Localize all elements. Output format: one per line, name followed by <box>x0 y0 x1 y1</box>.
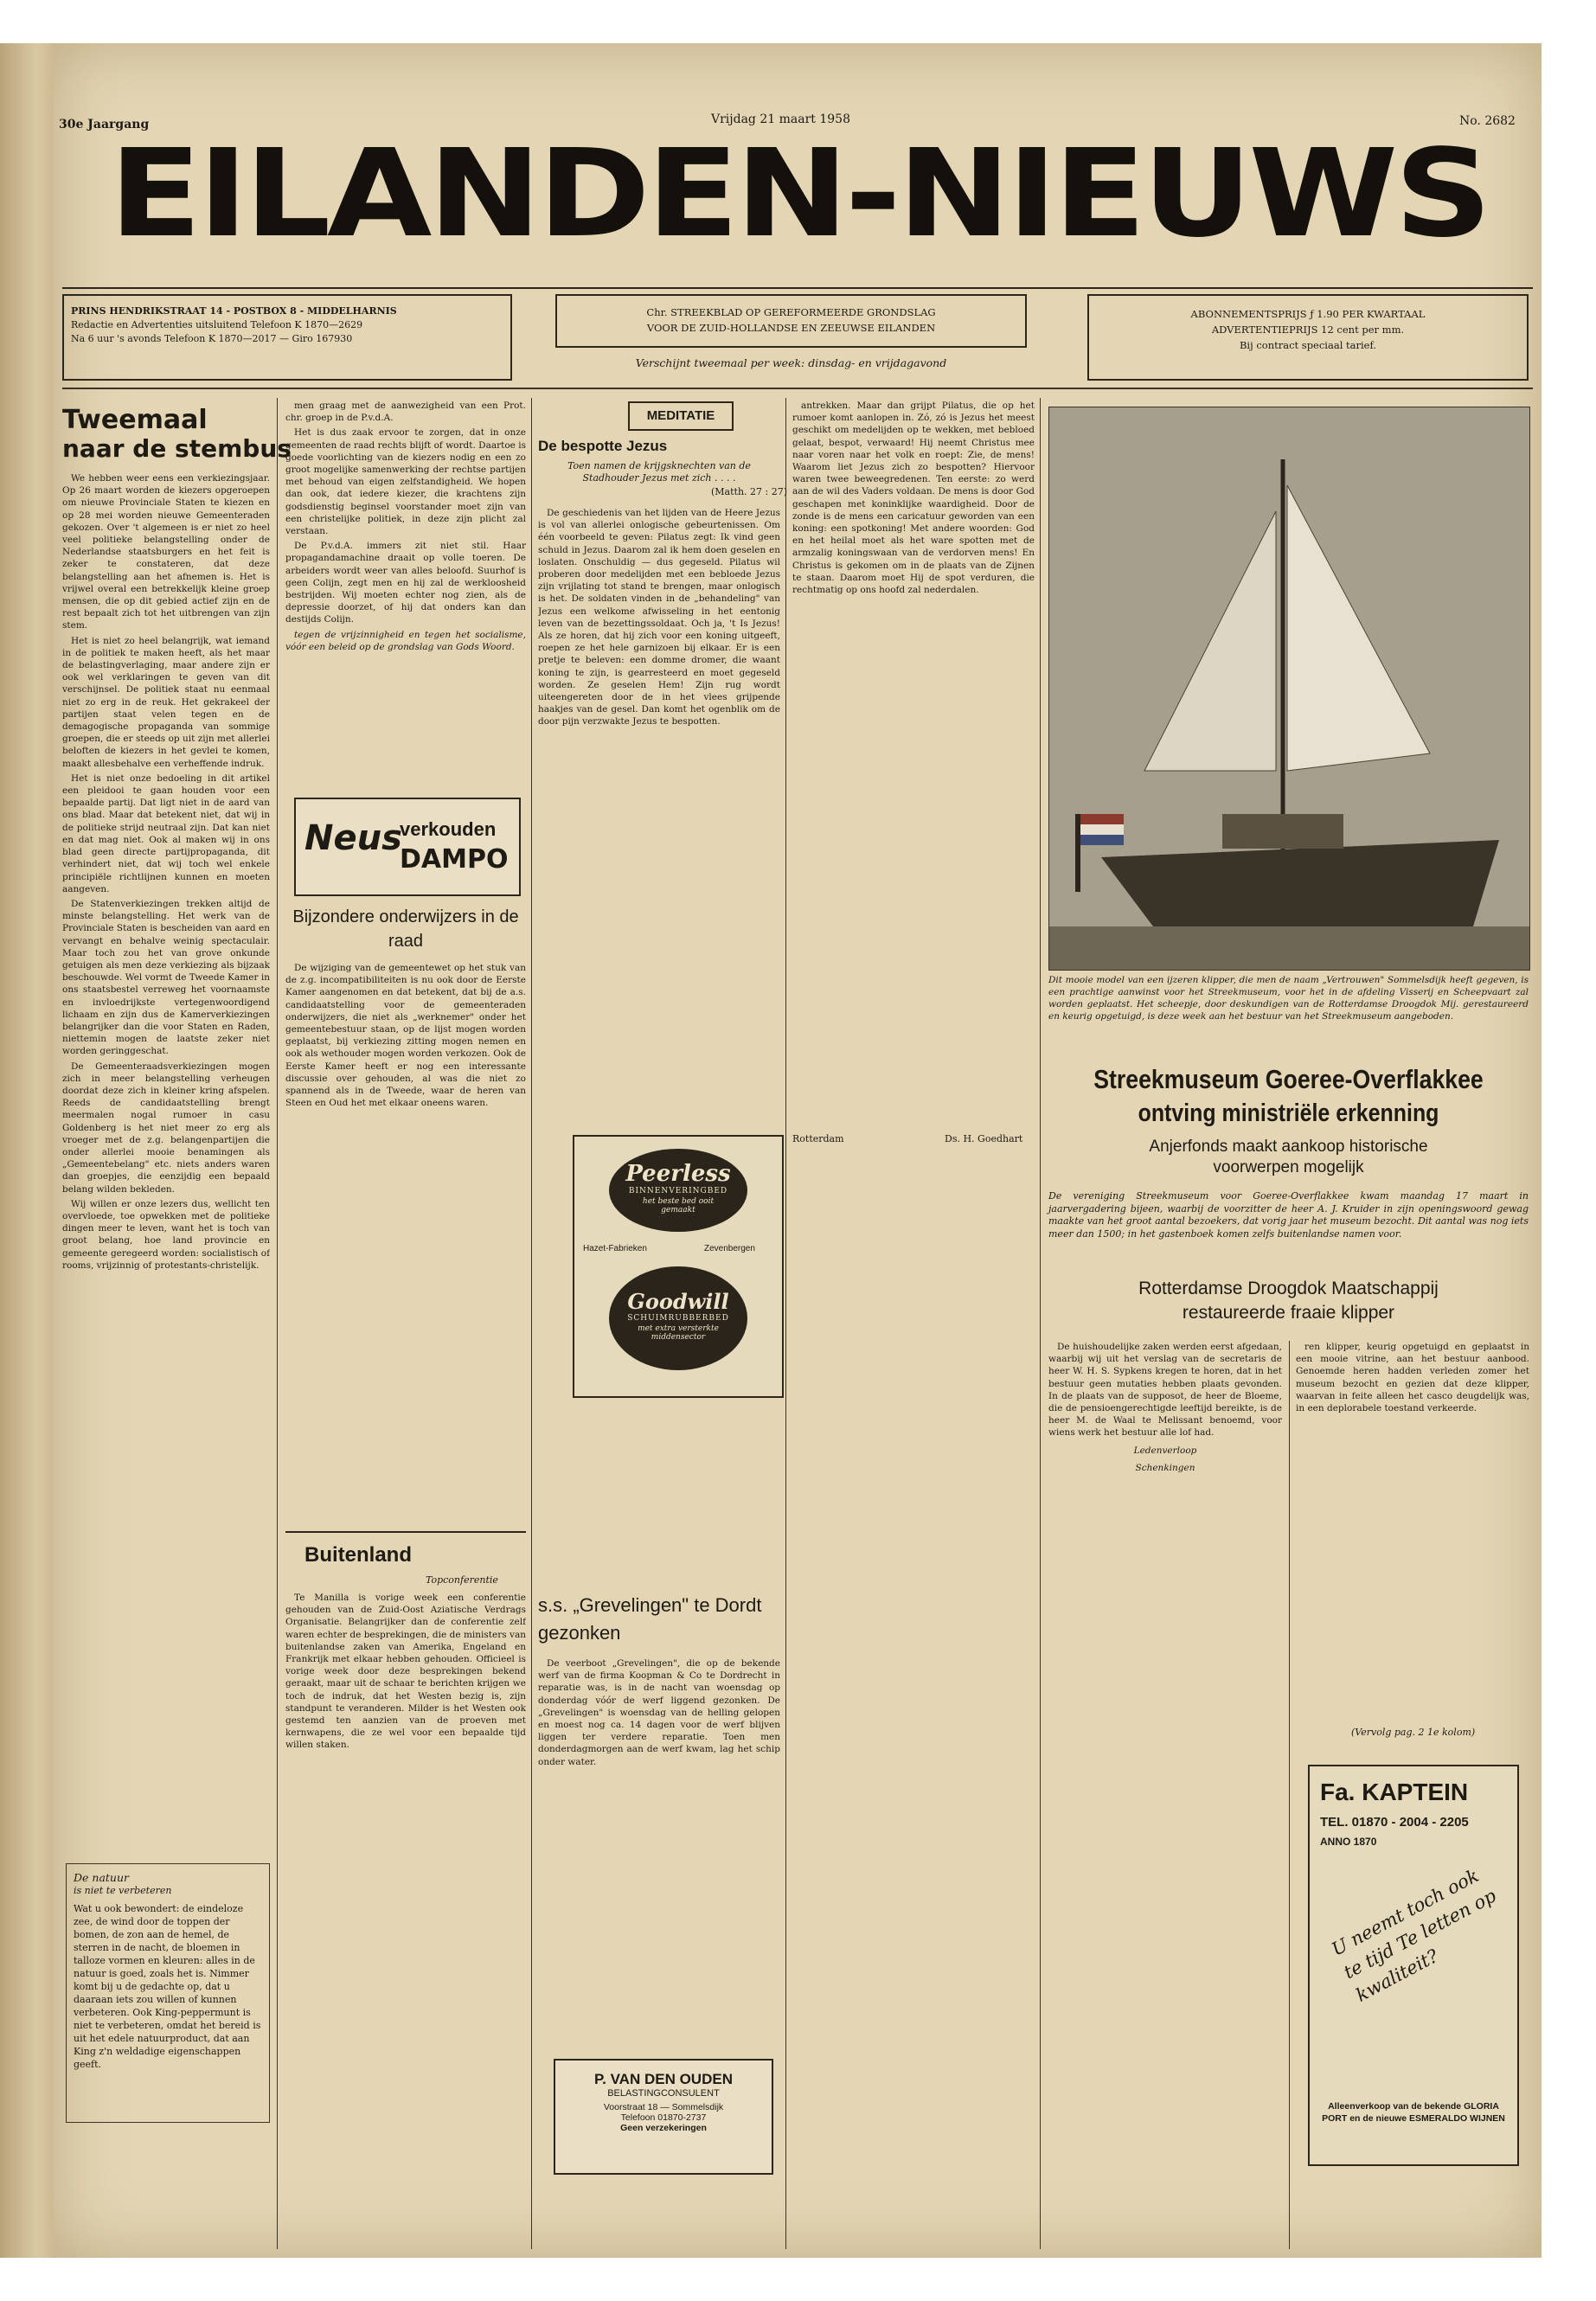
paragraph: De Statenverkiezingen trekken altijd de minste belangstelling. Het werk van de Provinciale Staten is bescheiden van aard en vervangt en behalve weinig spectaculair. Maar toch zou het van grove onkunde getuigen als men deze verkiezing als bijzaak beschouwde. Wel vormt de Tweede Kamer in ons staatsbestel verreweg het voornaamste en invloedrijkste vertegenwoordigend lichaam en zijn dus de Kamerverkiezingen belangrijker dan die voor Staten en Raden, niettemin mogen de laatste zeker niet worden geringgeschat. <box>62 898 270 1057</box>
ad-dampo-verkouden: verkouden <box>400 818 497 840</box>
ad-hazet: Hazet-Fabrieken <box>583 1244 647 1253</box>
newspaper-page <box>54 43 1542 2258</box>
frequency-note: Verschijnt tweemaal per week: dinsdag- en vrijdagavond <box>635 356 947 369</box>
photo-caption: Dit mooie model van een ijzeren klipper, die men de naam „Vertrouwen" Sommelsdijk heeft gegeven, is een prachtige aanwinst voor het Streekmuseum, voor het in de afdeling Visserij en Scheepvaart zal worden geplaatst. Het scheepje, door deskundigen van de Rotterdamse Droogdok Mij. gerestaureerd en keurig opgetuigd, is deze week aan het bestuur van het Streekmuseum aangeboden. <box>1048 975 1529 1022</box>
headline-museum-2: ontving ministriële erkenning <box>1138 1099 1439 1127</box>
ad-goodwill-brand: Goodwill <box>627 1289 729 1314</box>
ad-ouden-address: Voorstraat 18 — Sommelsdijk <box>603 2102 724 2112</box>
ship-cabin <box>1222 814 1343 849</box>
flag-pole <box>1075 814 1080 892</box>
article-buitenland <box>285 1592 526 2249</box>
paragraph: De geschiedenis van het lijden van de Heere Jezus is vol van allerlei onlogische gebeurtenissen. Om één voorbeeld te geven: Pilatus zegt: Ik vind geen schuld in Jezus. Daarom zal ik hem doen geselen en loslaten. Onschuldig — dus gegeseld. Pilatus wil proberen door medelijden met een bebloede Jezus zijn vrijlating tot stand te brengen, maar onlogisch is het. De soldaten vinden in de „behandeling" van Jezus een welkome afwisseling in het eentonig leven van de bezettingssoldaat. Och ja, 't Is Jezus! Als ze horen, dat hij zich voor een koning uitgeeft, roepen ze het hele garnizoen bij elkaar. Er is een pretje te beleven: een domme dromer, die waant koning te zijn, is gearresteerd en moet gegeseld worden. Ze geselen Hem! Zijn rug wordt uiteengereten door de in het vlees grijpende haakjes van de gesel. Dan komt het ogenblik om de door pijn verzwakte Jezus te bespotten. <box>538 508 780 727</box>
issue-date: Vrijdag 21 maart 1958 <box>711 112 850 126</box>
ad-goodwill-sub: SCHUIMRUBBERBED <box>627 1314 729 1323</box>
ad-king-subtitle: is niet te verbeteren <box>74 1885 172 1896</box>
flag-red <box>1080 814 1124 824</box>
article-tweemaal-continued <box>285 400 526 780</box>
ad-ouden-note: Geen verzekeringen <box>620 2123 707 2133</box>
paragraph: Te Manilla is vorige week een conferentie gehouden van de Zuid-Oost Aziatische Verdrags Organisatie. Belangrijker dan de conferentie zelf waren echter de besprekingen, die de ministers van buitenlandse zaken van Amerika, Engeland en Frankrijk met elkaar hebben gehouden. Officieel is vorige week door deze besprekingen bekend geraakt, maar uit de schaar te berichten krijgen we toch de indruk, dat het Westen bezig is, zijn standpunt te veranderen. Milder is het Westen ook gestemd ten aanzien van de proeven met kernwapens, die ze wel voor een bepaalde tijd willen staken. <box>285 1593 526 1751</box>
newspaper-binding-spine <box>0 43 61 2258</box>
buitenland-rule <box>285 1531 526 1533</box>
ad-ouden-title: BELASTINGCONSULENT <box>607 2088 720 2099</box>
tagline-box <box>555 294 1027 348</box>
issue-number: No. 2682 <box>1459 114 1516 128</box>
ad-peerless-badge <box>609 1149 747 1232</box>
ad-dampo-neus: Neus <box>304 818 402 858</box>
flag-blue <box>1080 835 1124 845</box>
ad-ouden-phone: Telefoon 01870-2737 <box>620 2112 707 2123</box>
subhead-schenkingen: Schenkingen <box>1135 1462 1195 1473</box>
advertising-price: ADVERTENTIEPRIJS 12 cent per mm. <box>1211 324 1405 336</box>
ad-peerless-brand: Peerless <box>625 1161 731 1187</box>
meditatie-reference: (Matth. 27 : 27) <box>711 486 788 497</box>
article-museum-col-b <box>1296 1341 1529 1721</box>
sub-museum-2: voorwerpen mogelijk <box>1213 1158 1364 1176</box>
ad-goodwill-tag: met extra versterkte middensector <box>638 1324 719 1342</box>
flag-white <box>1080 824 1124 835</box>
klipper-illustration <box>1049 407 1529 970</box>
paragraph: ren klipper, keurig opgetuigd en geplaatst in een mooie vitrine, aan het bestuur aanbood. Genoemde heren hadden verleden zomer het museum bezocht en gezien dat deze klipper, waarvan in feite alleen het casco deugdelijk was, in een deplorabele toestand verkeerde. <box>1296 1342 1529 1414</box>
column-rule-1 <box>277 398 278 2249</box>
ad-kaptein <box>1308 1765 1519 2166</box>
ad-dampo-brand: DAMPO <box>400 844 509 875</box>
paragraph: We hebben weer eens een verkiezingsjaar. Op 26 maart worden de kiezers opgeroepen om nieuwe Provinciale Staten te kiezen en op 28 mei worden nieuwe Gemeenteraden gekozen. Over 't algemeen is er niet zo heel veel politieke belangstelling onder de Nederlandse staatsburgers en het feit is zeker te constateren, dat deze belangstelling aan het afnemen is. Het is vrijwel overal een betrekkelijk kleine groep mensen, die op dit gebied actief zijn en de rest bepaalt zich tot het uitbrengen van zijn stem. <box>62 473 270 631</box>
price-box <box>1087 294 1529 381</box>
article-onderwijzers <box>285 962 526 1481</box>
ad-goodwill-badge <box>609 1266 747 1370</box>
paragraph: De P.v.d.A. immers zit niet stil. Haar propagandamachine draait op volle toeren. De arbeiders wordt weer van alles beloofd. Suurhof is geen Colijn, zegt men en hij zal de werkloosheid bestrijden. Wij moeten echter nog zien, als de depressie doorzet, of hij dat onders kan dan destijds Colijn. <box>285 541 526 625</box>
photo-ground <box>1049 926 1529 970</box>
headline-buitenland: Buitenland <box>304 1543 412 1567</box>
address-line-2: Redactie en Advertenties uitsluitend Telefoon K 1870—2629 <box>71 319 363 330</box>
address-line-1: PRINS HENDRIKSTRAAT 14 - POSTBOX 8 - MIDDELHARNIS <box>71 305 397 317</box>
meditatie-label: MEDITATIE <box>628 401 734 431</box>
ad-dampo <box>294 798 521 896</box>
address-line-3: Na 6 uur 's avonds Telefoon K 1870—2017 — Giro 167930 <box>71 333 353 344</box>
paragraph: tegen de vrijzinnigheid en tegen het socialisme, vóór een beleid op de grondslag van Gods Woord. <box>285 629 526 652</box>
meditatie-quote: Toen namen de krijgsknechten van de Stadhouder Jezus met zich . . . . <box>567 460 751 484</box>
tagline-line-2: VOOR DE ZUID-HOLLANDSE EN ZEEUWSE EILANDEN <box>646 322 936 334</box>
address-box <box>62 294 512 381</box>
photo-klipper-model <box>1048 407 1530 971</box>
continued-note: (Vervolg pag. 2 1e kolom) <box>1351 1727 1476 1738</box>
masthead-rule <box>62 287 1533 289</box>
paragraph: Het is niet zo heel belangrijk, wat iemand in de politiek te maken heeft, als het maar de belastingverlaging, maar andere zijn er ook wel verklaringen te geven van dit verschijnsel. De politiek staat nu eenmaal niet zo erg in de reuk. Het gekrakeel der partijen staat velen tegen en de demagogische propaganda van sommige groepen, die er steeds op uit zijn met allerlei beloften de kiezers in het gevlei te komen, maakt allesbehalve een verheffende indruk. <box>62 635 270 769</box>
ad-kaptein-phone: TEL. 01870 - 2004 - 2205 <box>1320 1815 1469 1830</box>
ad-kaptein-name: Fa. KAPTEIN <box>1320 1779 1469 1805</box>
paragraph: De veerboot „Grevelingen", die op de bekende werf van de firma Koopman & Co te Dordrecht in reparatie was, is in de nacht van woensdag op donderdag vóór de werf liggend gezonken. De „Grevelingen" is woensdag van de helling gelopen en moest nog ca. 14 dagen voor de werf blijven liggen ter verdere reparatie. Toen men donderdagmorgen aan de werf kwam, lag het schip onder water. <box>538 1658 780 1767</box>
volume-label: 30e Jaargang <box>59 118 150 131</box>
meditatie-title: De bespotte Jezus <box>538 438 668 454</box>
paragraph: Wij willen er onze lezers dus, wellicht ten overvloede, toe opwekken met de politieke dingen meer te leven, want het is toch van groot belang, hoe land provincie en gemeente geregeerd worden: socialistisch of rooms, vrijzinnig of protestants-christelijk. <box>62 1198 270 1271</box>
headline-grevelingen: s.s. „Grevelingen" te Dordt gezonken <box>538 1594 762 1644</box>
ad-peerless-goodwill <box>573 1135 784 1398</box>
paragraph: De Gemeenteraadsverkiezingen mogen zich in meer belangstelling verheugen doordat deze zich in kleiner kring afspelen. Reeds de candidaatstelling brengt meermalen nogal rumoer in casu Goldenberg is het niet meer zo erg als vroeger met de z.g. belangenpartijen die onder allerlei mooie benamingen als „Gemeentebelang" etc. niets anders waren dan groepjes, die eenzijdig een bepaald belang wilden bekleden. <box>62 1061 270 1195</box>
ad-peerless-tag: het beste bed ooit gemaakt <box>642 1197 715 1215</box>
article-meditatie <box>538 507 780 1112</box>
headline-tweemaal: Tweemaal <box>62 405 208 435</box>
ad-kaptein-anno: ANNO 1870 <box>1320 1836 1377 1848</box>
column-rule-5 <box>1289 1341 1290 2249</box>
subscription-price: ABONNEMENTSPRIJS ƒ 1.90 PER KWARTAAL <box>1190 308 1426 320</box>
article-grevelingen <box>538 1657 780 2038</box>
ad-ouden-name: P. VAN DEN OUDEN <box>594 2071 733 2087</box>
masthead-bottom-rule <box>62 388 1533 389</box>
paragraph: antrekken. Maar dan grijpt Pilatus, die op het rumoer komt aanlopen in. Zó, zó is Jezus het meest geschikt om medelijden op te wekken, met bebloed gelaat, bespot, verwaard! Hij neemt Christus mee naar voren naar het volk en roept: Zie, de mens! Waarom liet Jezus zich zo bespotten? Hiervoor waren twee beweegredenen. Ten eerste: zo werd aan de wil des Vaders voldaan. De mens is door God geschapen met koninklijke waardigheid. Door de zonde is de mens een caricatuur geworden van een koning: een spotkoning! Met andere woorden: God en het heilal moet als het ware spotten met de armzalig koningswaan van de verdorven mens! En Christus is gekomen om in de plaats van de Zijnen te staan. Daarom moet Hij de spot verduren, die rechtmatig op ons hoofd zal nederdalen. <box>792 401 1035 596</box>
meditatie-signoff-name: Ds. H. Goedhart <box>945 1133 1023 1144</box>
ad-peerless-sub: BINNENVERINGBED <box>628 1187 728 1195</box>
ad-king-title: De natuur <box>74 1871 129 1884</box>
article-museum-col-a <box>1048 1341 1282 2249</box>
ad-kaptein-slogan: U neemt toch ook te tijd Te letten op kwaliteit? <box>1328 1864 1500 2006</box>
article-tweemaal <box>62 472 270 1787</box>
meditatie-signoff-place: Rotterdam <box>792 1133 844 1144</box>
paragraph: Het is dus zaak ervoor te zorgen, dat in onze gemeenten de raad rechts blijft of wordt. Daartoe is goede voorlichting van de kiezers nodig en een zo groot mogelijke samenwerking der rechtse partijen met behoud van eigen zelfstandigheid. We hopen dan ook, dat iedere kiezer, die krachtens zijn godsdienstig beginsel voorstander moet zijn van een christelijke politiek, in deze zijn plicht zal verstaan. <box>285 427 526 537</box>
headline-onderwijzers: Bijzondere onderwijzers in de raad <box>292 907 519 951</box>
headline-droogdok-2: restaureerde fraaie klipper <box>1182 1303 1395 1323</box>
ad-king-natuur <box>66 1863 270 2123</box>
museum-lead: De vereniging Streekmuseum voor Goeree-Overflakkee kwam maandag 17 maart in jaarvergadering bijeen, waarbij de voorzitter de heer A. J. Kruider in zijn openingswoord gewag maakte van het groot aantal bezoekers, dat vorig jaar het museum bezocht. Dit aantal was nog iets meer dan 1500; in het gastenboek komen zelfs buitenlandse namen voor. <box>1048 1190 1529 1240</box>
ad-van-den-ouden <box>554 2059 773 2175</box>
masthead-title: EILANDEN-NIEUWS <box>109 124 1489 265</box>
paragraph: Het is niet onze bedoeling in dit artikel een pleidooi te gaan houden voor een bepaalde partij. Dat ligt niet in de aard van ons blad. Maar dat betekent niet, dat wij in de politieke strijd neutraal zijn. Dat kan niet en dat mag niet. Ook al maken wij in ons blad geen directe partijpropaganda, dit verhindert niet, dat wij toch wel enkele principiële richtlijnen kunnen en moeten aangeven. <box>62 772 270 894</box>
column-rule-4 <box>1040 398 1041 2249</box>
headline-museum-1: Streekmuseum Goeree-Overflakkee <box>1093 1064 1484 1094</box>
column-rule-3 <box>785 398 786 2249</box>
headline-droogdok-1: Rotterdamse Droogdok Maatschappij <box>1138 1279 1439 1298</box>
column-rule-2 <box>531 398 532 2249</box>
ad-zevenbergen: Zevenbergen <box>704 1244 755 1253</box>
subhead-ledenverloop: Ledenverloop <box>1133 1445 1197 1456</box>
paragraph: men graag met de aanwezigheid van een Prot. chr. groep in de P.v.d.A. <box>285 401 526 424</box>
contract-note: Bij contract speciaal tarief. <box>1239 339 1376 351</box>
headline-stembus: naar de stembus <box>62 434 292 463</box>
sub-museum-1: Anjerfonds maakt aankoop historische <box>1149 1138 1428 1156</box>
paragraph: De wijziging van de gemeentewet op het stuk van de z.g. incompatibiliteiten is nu ook door de Eerste Kamer aangenomen en dat betekent, dat bij de a.s. candidaatstelling voor de gemeenteraden onderwijzers, die niet als „werknemer" onder het gemeentebestuur staan, op de lijst mogen worden geplaatst, bij verkiezing zitting mogen nemen en ook als wethouder mogen worden verkozen. Ook de Eerste Kamer heeft er nog een interessante discussie over gehouden, al was die niet zo spannend als in de Tweede, waar de heren van Steen en Oud het met elkaar oneens waren. <box>285 963 526 1109</box>
kicker-topconferentie: Topconferentie <box>426 1574 498 1586</box>
article-meditatie-continued <box>792 400 1035 1126</box>
tagline-line-1: Chr. STREEKBLAD OP GEREFORMEERDE GRONDSLAG <box>646 306 936 318</box>
ad-kaptein-footer: Alleenverkoop van de bekende GLORIA PORT en de nieuwe ESMERALDO WIJNEN <box>1322 2101 1505 2124</box>
ad-king-text: Wat u ook bewondert: de eindeloze zee, de wind door de toppen der bomen, de zon aan de hemel, de sterren in de nacht, de bloemen in talloze vormen en kleuren: alles in de natuur is goed, zoals het is. Nimmer komt bij u de gedachte op, dat u daaraan iets zou willen of kunnen verbeteren. Ook King-peppermunt is niet te verbeteren, omdat het bereid is uit het edele natuurproduct, dat aan King z'n weldadige eigenschappen geeft. <box>74 1903 261 2070</box>
paragraph: De huishoudelijke zaken werden eerst afgedaan, waarbij wij uit het verslag van de secretaris de heer W. H. S. Sypkens kregen te horen, dat in het bestuur geen mutaties hebben plaats gevonden. In de plaats van de supposot, de heer de Bloeme, die de pensioengerechtigde leeftijd bereikte, is de heer M. de Waal te Melissant benoemd, voor wiens werk het bestuur alle lof had. <box>1048 1342 1282 1439</box>
